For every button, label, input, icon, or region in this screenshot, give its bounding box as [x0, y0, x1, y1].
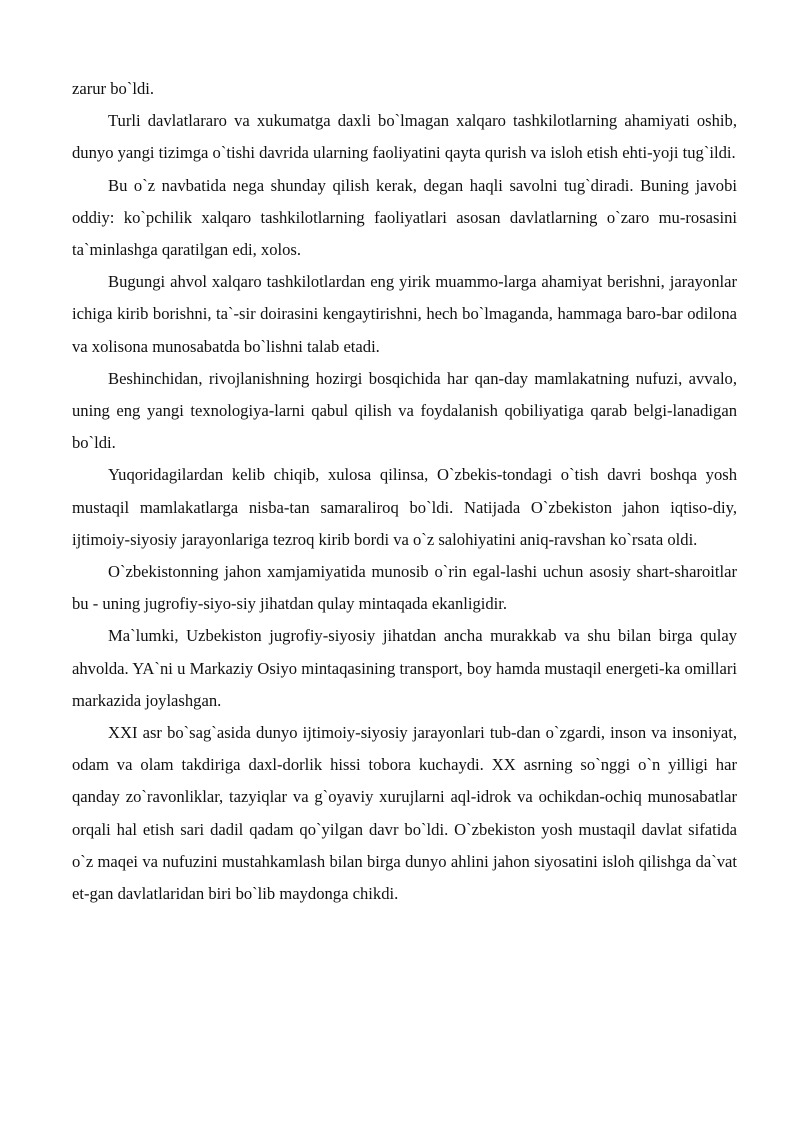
paragraph: Turli davlatlararo va xukumatga daxli bo`lmagan xalqaro tashkilotlarning ahamiyati oshib, dunyo yangi tizimga o`tishi davrida ularning faoliyatini qayta qurish va isloh etish ehti-yoji tug`ildi.	[72, 111, 737, 163]
paragraph: Bu o`z navbatida nega shunday qilish kerak, degan haqli savolni tug`diradi. Buning javobi oddiy: ko`pchilik xalqaro tashkilotlarning faoliyatlari asosan davlatlarning o`zaro mu-rosasini ta`minlashga qaratilgan edi, xolos.	[72, 175, 737, 260]
paragraph: Bugungi ahvol xalqaro tashkilotlardan eng yirik muammo-larga ahamiyat berishni, jarayonlar ichiga kirib borishni, ta`-sir doirasini kengaytirishni, hech bo`lmaganda, hammaga baro-bar odilona va xolisona munosabatda bo`lishni talab etadi.	[72, 272, 737, 356]
paragraph: Ma`lumki, Uzbekiston jugrofiy-siyosiy jihatdan ancha murakkab va shu bilan birga qulay ahvolda. YA`ni u Markaziy Osiyo mintaqasining transport, boy hamda mustaqil energeti-ka omillari markazida joylashgan.	[72, 626, 737, 710]
document-page	[72, 73, 737, 910]
paragraph-continuation: zarur bo`ldi.	[72, 79, 155, 98]
paragraph: XXI asr bo`sag`asida dunyo ijtimoiy-siyosiy jarayonlari tub-dan o`zgardi, inson va insoniyat, odam va olam takdiriga daxl-dorlik hissi tobora kuchaydi. XX asrning so`nggi o`n yilligi har qanday zo`ravonliklar, tazyiqlar va g`oyaviy xurujlarni aql-idrok va ochikdan-ochiq munosabatlar orqali hal etish sari dadil qadam qo`yilgan davr bo`ldi. O`zbekiston yosh mustaqil davlat sifatida o`z maqei va nufuzini mustahkamlash bilan birga dunyo ahlini jahon siyosatini isloh qilishga da`vat et-gan davlatlaridan biri bo`lib maydonga chikdi.	[72, 723, 737, 904]
paragraph: Beshinchidan, rivojlanishning hozirgi bosqichida har qan-day mamlakatning nufuzi, avvalo, uning eng yangi texnologiya-larni qabul qilish va foydalanish qobiliyatiga qarab belgi-lanadigan bo`ldi.	[72, 368, 737, 453]
paragraph: O`zbekistonning jahon xamjamiyatida munosib o`rin egal-lashi uchun asosiy shart-sharoitlar bu - uning jugrofiy-siyo-siy jihatdan qulay mintaqada ekanligidir.	[72, 562, 737, 614]
paragraph: Yuqoridagilardan kelib chiqib, xulosa qilinsa, O`zbekis-tondagi o`tish davri boshqa yosh mustaqil mamlakatlarga nisba-tan samaraliroq bo`ldi. Natijada O`zbekiston jahon iqtiso-diy, ijtimoiy-siyosiy jarayonlariga tezroq kirib bordi va o`z salohiyatini aniq-ravshan ko`rsata oldi.	[72, 465, 737, 549]
